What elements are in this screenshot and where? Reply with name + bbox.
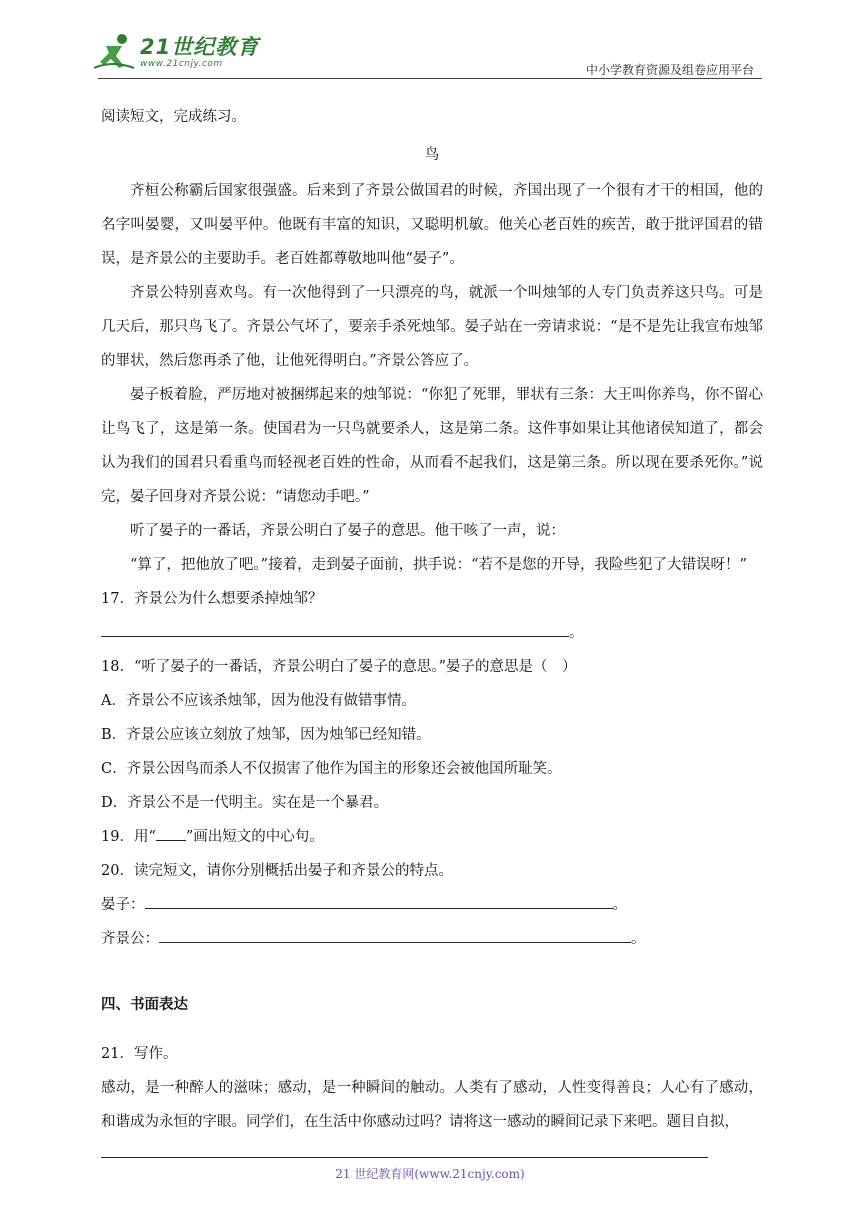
- answer-line-yanzi: [101, 888, 763, 922]
- option-a[interactable]: A．齐景公不应该杀烛邹，因为他没有做错事情。: [101, 693, 416, 709]
- answer-blank[interactable]: [145, 894, 613, 909]
- answer-line-jinggong: [101, 922, 763, 956]
- answer-label-yanzi: 晏子：: [101, 897, 145, 913]
- option-b[interactable]: B．齐景公应该立刻放了烛邹，因为烛邹已经知错。: [101, 727, 431, 743]
- question-18: 18．“听了晏子的一番话，齐景公明白了晏子的意思。”晏子的意思是（ ）: [101, 659, 577, 675]
- section-heading: 四、书面表达: [101, 997, 188, 1013]
- answer-end: 。: [631, 931, 646, 947]
- page-header: [92, 28, 762, 80]
- question-20: 20．读完短文，请你分别概括出晏子和齐景公的特点。: [101, 863, 453, 879]
- answer-blank[interactable]: [159, 928, 631, 943]
- document-body: [101, 100, 763, 1139]
- answer-blank[interactable]: [101, 622, 569, 637]
- header-divider: [98, 78, 762, 79]
- site-logo[interactable]: [92, 32, 259, 72]
- writing-prompt: 感动，是一种醉人的滋味；感动，是一种瞬间的触动。人类有了感动，人性变得善良；人心有了感动，和谐成为永恒的字眼。同学们，在生活中你感动过吗？请将这一感动的瞬间记录下来吧。题目自拟，: [101, 1079, 763, 1130]
- instruction: 阅读短文，完成练习。: [101, 109, 246, 125]
- option-c[interactable]: C．齐景公因鸟而杀人不仅损害了他作为国主的形象还会被他国所耻笑。: [101, 761, 562, 777]
- passage-paragraph: 齐景公特别喜欢鸟。有一次他得到了一只漂亮的鸟，就派一个叫烛邹的人专门负责养这只鸟。可是几天后，那只鸟飞了。齐景公气坏了，要亲手杀死烛邹。晏子站在一旁请求说：“是不是先让我宣布烛邹的罪状，然后您再杀了他，让他死得明白。”齐景公答应了。: [101, 285, 763, 369]
- answer-end: 。: [612, 897, 627, 913]
- passage-paragraph: 听了晏子的一番话，齐景公明白了晏子的意思。他干咳了一声，说：: [130, 523, 565, 539]
- logo-title: 21世纪教育: [140, 35, 260, 59]
- passage-paragraph: 晏子板着脸，严厉地对被捆绑起来的烛邹说：“你犯了死罪，罪状有三条：大王叫你养鸟，你不留心让鸟飞了，这是第一条。使国君为一只鸟就要杀人，这是第二条。这件事如果让其他诸侯知道了，都会认为我们的国君只看重鸟而轻视老百姓的性命，从而看不起我们，这是第三条。所以现在要杀死你。”说完，晏子回身对齐景公说：“请您动手吧。”: [101, 387, 763, 505]
- logo-url: www.21cnjy.com: [140, 59, 223, 69]
- platform-label: 中小学教育资源及组卷应用平台: [585, 63, 754, 77]
- question-19-prefix: 19．用“: [101, 829, 156, 845]
- page-footer[interactable]: 21 世纪教育网(www.21cnjy.com): [335, 1167, 525, 1181]
- passage-paragraph: “算了，把他放了吧。”接着，走到晏子面前，拱手说：“若不是您的开导，我险些犯了大错误呀！”: [130, 557, 747, 573]
- passage-title: 鸟: [424, 147, 440, 163]
- runner-logo-icon: [92, 32, 136, 72]
- question-19-suffix: ”画出短文的中心句。: [185, 829, 324, 845]
- answer-label-jinggong: 齐景公：: [101, 931, 159, 947]
- underline-sample: [156, 826, 186, 841]
- footer-divider: [101, 1157, 708, 1158]
- answer-line-17: [101, 616, 763, 650]
- question-21: 21．写作。: [101, 1045, 178, 1062]
- passage-paragraph: 齐桓公称霸后国家很强盛。后来到了齐景公做国君的时候，齐国出现了一个很有才干的相国，他的名字叫晏婴，又叫晏平仲。他既有丰富的知识，又聪明机敏。他关心老百姓的疾苦，敢于批评国君的错误，是齐景公的主要助手。老百姓都尊敬地叫他“晏子”。: [101, 183, 763, 267]
- question-17: 17．齐景公为什么想要杀掉烛邹？: [101, 591, 323, 607]
- question-19: [101, 820, 763, 854]
- option-d[interactable]: D．齐景公不是一代明主。实在是一个暴君。: [101, 795, 389, 811]
- answer-end: 。: [569, 625, 584, 641]
